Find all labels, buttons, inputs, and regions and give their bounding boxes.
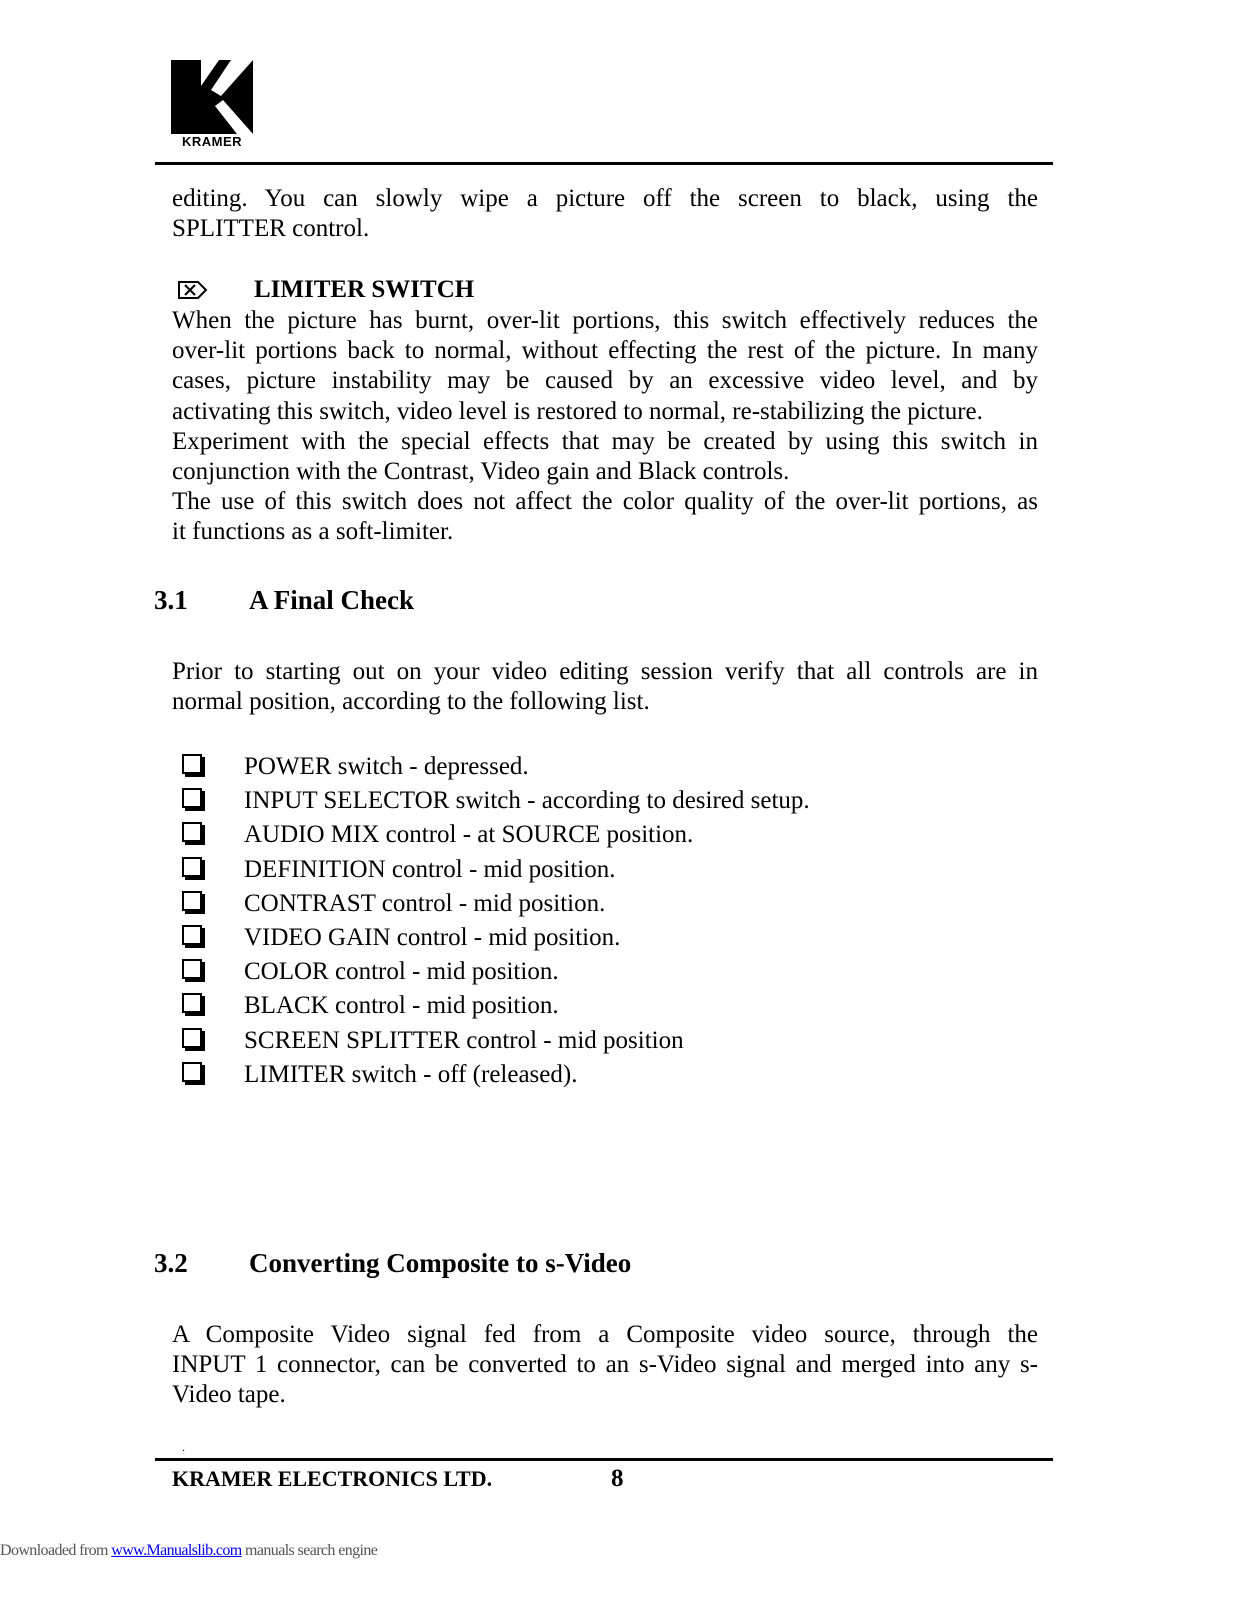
final-check-line: normal position, according to the following list. xyxy=(172,688,650,716)
converting-line: Video tape. xyxy=(172,1381,286,1409)
kramer-k-logo-icon xyxy=(171,60,253,134)
list-item xyxy=(182,750,810,784)
list-item xyxy=(182,921,810,955)
checkbox-icon xyxy=(182,788,202,808)
list-item-label: CONTRAST control - mid position. xyxy=(244,889,606,917)
section-title: Converting Composite to s-Video xyxy=(249,1248,632,1278)
limiter-line: conjunction with the Contrast, Video gain and Black controls. xyxy=(172,458,790,486)
download-note xyxy=(0,1542,377,1560)
checkbox-icon xyxy=(182,822,202,842)
logo-wordmark: KRAMER xyxy=(181,134,243,149)
checkbox-icon xyxy=(182,891,202,911)
checkbox-icon xyxy=(182,925,202,945)
checkbox-icon xyxy=(182,1028,202,1048)
limiter-heading xyxy=(178,276,474,304)
intro-line: editing. You can slowly wipe a picture off the screen to black, using the xyxy=(172,185,1038,212)
kramer-logo xyxy=(171,60,255,149)
manualslib-link[interactable]: www.Manualslib.com xyxy=(111,1542,242,1559)
list-item-label: LIMITER switch - off (released). xyxy=(244,1060,578,1088)
list-item xyxy=(182,784,810,818)
header-rule xyxy=(155,162,1053,165)
limiter-paragraph xyxy=(172,306,1038,548)
list-item-label: POWER switch - depressed. xyxy=(244,753,529,781)
list-item-label: SCREEN SPLITTER control - mid position xyxy=(244,1026,684,1054)
list-item xyxy=(182,989,810,1023)
list-item xyxy=(182,955,810,989)
footer-rule xyxy=(155,1458,1053,1461)
converting-line: A Composite Video signal fed from a Composite video source, through the xyxy=(172,1321,1038,1348)
list-item xyxy=(182,818,810,852)
limiter-line: over-lit portions back to normal, without effecting the rest of the picture. In many xyxy=(172,337,1038,365)
footer-dot: . xyxy=(182,1440,185,1454)
limiter-line: When the picture has burnt, over-lit portions, this switch effectively reduces the xyxy=(172,307,1038,334)
checkbox-icon xyxy=(182,959,202,979)
section-number: 3.1 xyxy=(154,585,188,615)
converting-line: INPUT 1 connector, can be converted to an s-Video signal and merged into any s- xyxy=(172,1351,1038,1379)
page-number: 8 xyxy=(611,1465,624,1492)
list-item-label: DEFINITION control - mid position. xyxy=(244,855,616,883)
list-item-label: AUDIO MIX control - at SOURCE position. xyxy=(244,821,694,849)
checkbox-icon xyxy=(182,993,202,1013)
list-item-label: VIDEO GAIN control - mid position. xyxy=(244,924,621,952)
section-title: A Final Check xyxy=(249,585,415,615)
list-item-label: INPUT SELECTOR switch - according to desired setup. xyxy=(244,787,810,815)
limiter-line: cases, picture instability may be caused by an excessive video level, and by xyxy=(172,367,1038,395)
footer-company: KRAMER ELECTRONICS LTD. xyxy=(172,1466,493,1491)
limiter-line: activating this switch, video level is restored to normal, re-stabilizing the picture. xyxy=(172,397,983,425)
section-3-2-heading xyxy=(154,1248,631,1279)
final-check-list xyxy=(182,750,810,1092)
download-prefix: Downloaded from xyxy=(0,1542,112,1559)
download-suffix: manuals search engine xyxy=(241,1542,378,1559)
list-item-label: BLACK control - mid position. xyxy=(244,992,559,1020)
limiter-line: it functions as a soft-limiter. xyxy=(172,518,454,546)
checkbox-icon xyxy=(182,1062,202,1082)
final-check-line: Prior to starting out on your video editing session verify that all controls are in xyxy=(172,658,1038,685)
list-item-label: COLOR control - mid position. xyxy=(244,958,559,986)
intro-paragraph xyxy=(172,184,1038,244)
converting-paragraph xyxy=(172,1320,1038,1411)
clear-key-icon xyxy=(178,278,208,302)
checkbox-icon xyxy=(182,754,202,774)
limiter-line: The use of this switch does not affect the color quality of the over-lit portions, as xyxy=(172,488,1038,516)
list-item xyxy=(182,1058,810,1092)
section-number: 3.2 xyxy=(154,1248,188,1278)
list-item xyxy=(182,887,810,921)
list-item xyxy=(182,1024,810,1058)
final-check-paragraph xyxy=(172,657,1038,717)
list-item xyxy=(182,853,810,887)
checkbox-icon xyxy=(182,857,202,877)
section-3-1-heading xyxy=(154,585,414,616)
limiter-heading-text: LIMITER SWITCH xyxy=(254,276,475,303)
intro-line: SPLITTER control. xyxy=(172,215,370,243)
limiter-line: Experiment with the special effects that may be created by using this switch in xyxy=(172,427,1038,455)
